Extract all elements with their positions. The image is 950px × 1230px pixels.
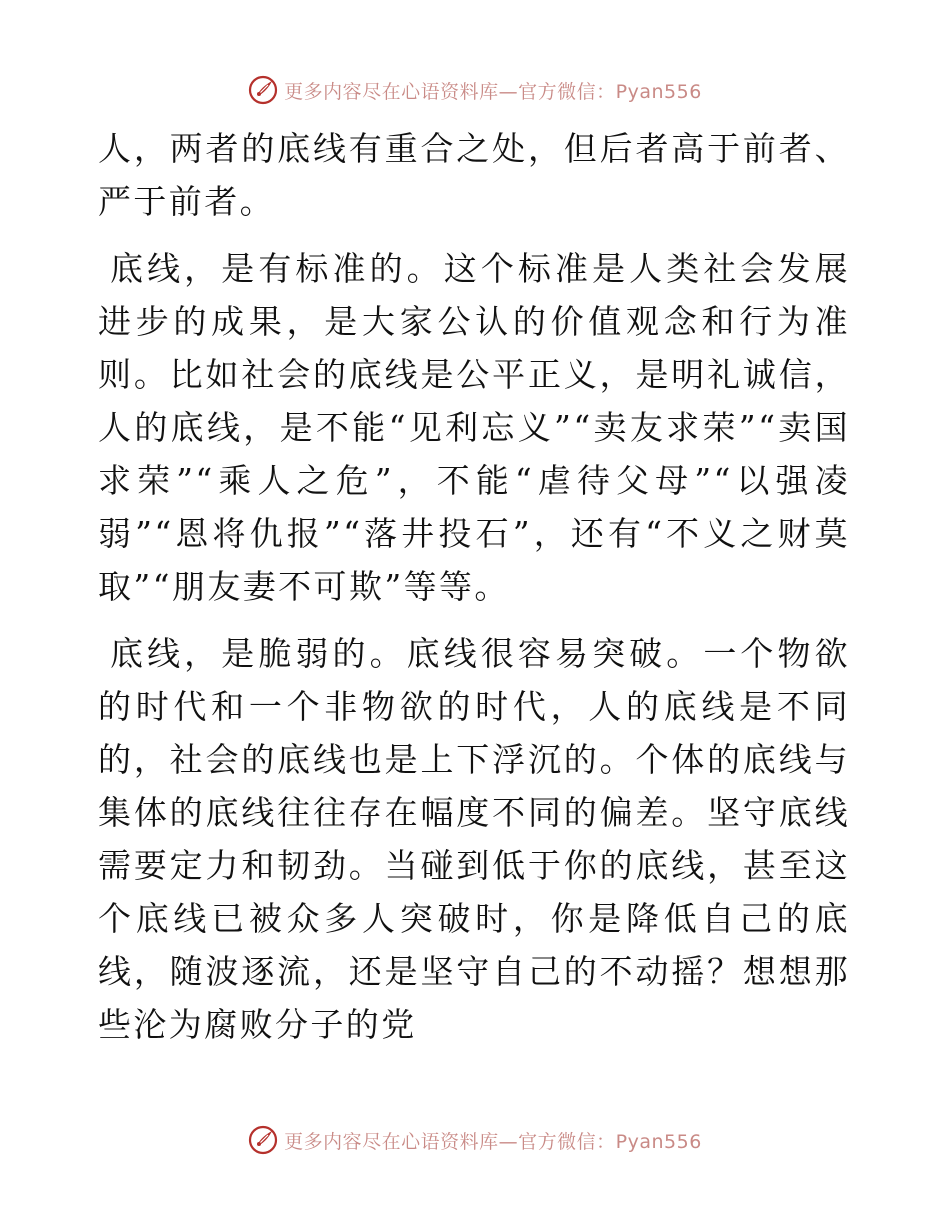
feather-seal-icon <box>248 75 278 105</box>
paragraph-1: 人，两者的底线有重合之处，但后者高于前者、严于前者。 <box>98 129 850 221</box>
paragraph-3: 底线，是脆弱的。底线很容易突破。一个物欲的时代和一个非物欲的时代，人的底线是不同的，社会的底线也是上下浮沉的。个体的底线与集体的底线往往存在幅度不同的偏差。坚守底线需要定力和韧劲。当碰到低于你的底线，甚至这个底线已被众多人突破时，你是降低自己的底线，随波逐流，还是坚守自己的不动摇？想想那些沦为腐败分子的党 <box>98 634 850 1044</box>
watermark-text: 更多内容尽在心语资料库—官方微信：Pyan556 <box>284 80 702 103</box>
document-body <box>98 122 850 1065</box>
paragraph-2: 底线，是有标准的。这个标准是人类社会发展进步的成果，是大家公认的价值观念和行为准则。比如社会的底线是公平正义，是明礼诚信，人的底线，是不能“见利忘义”“卖友求荣”“卖国求荣”“乘人之危”，不能“虐待父母”“以强凌弱”“恩将仇报”“落井投石”，还有“不义之财莫取”“朋友妻不可欺”等等。 <box>98 249 850 606</box>
watermark-text: 更多内容尽在心语资料库—官方微信：Pyan556 <box>284 1130 702 1153</box>
header-watermark <box>0 70 950 110</box>
footer-watermark <box>0 1120 950 1160</box>
feather-seal-icon <box>248 1125 278 1155</box>
